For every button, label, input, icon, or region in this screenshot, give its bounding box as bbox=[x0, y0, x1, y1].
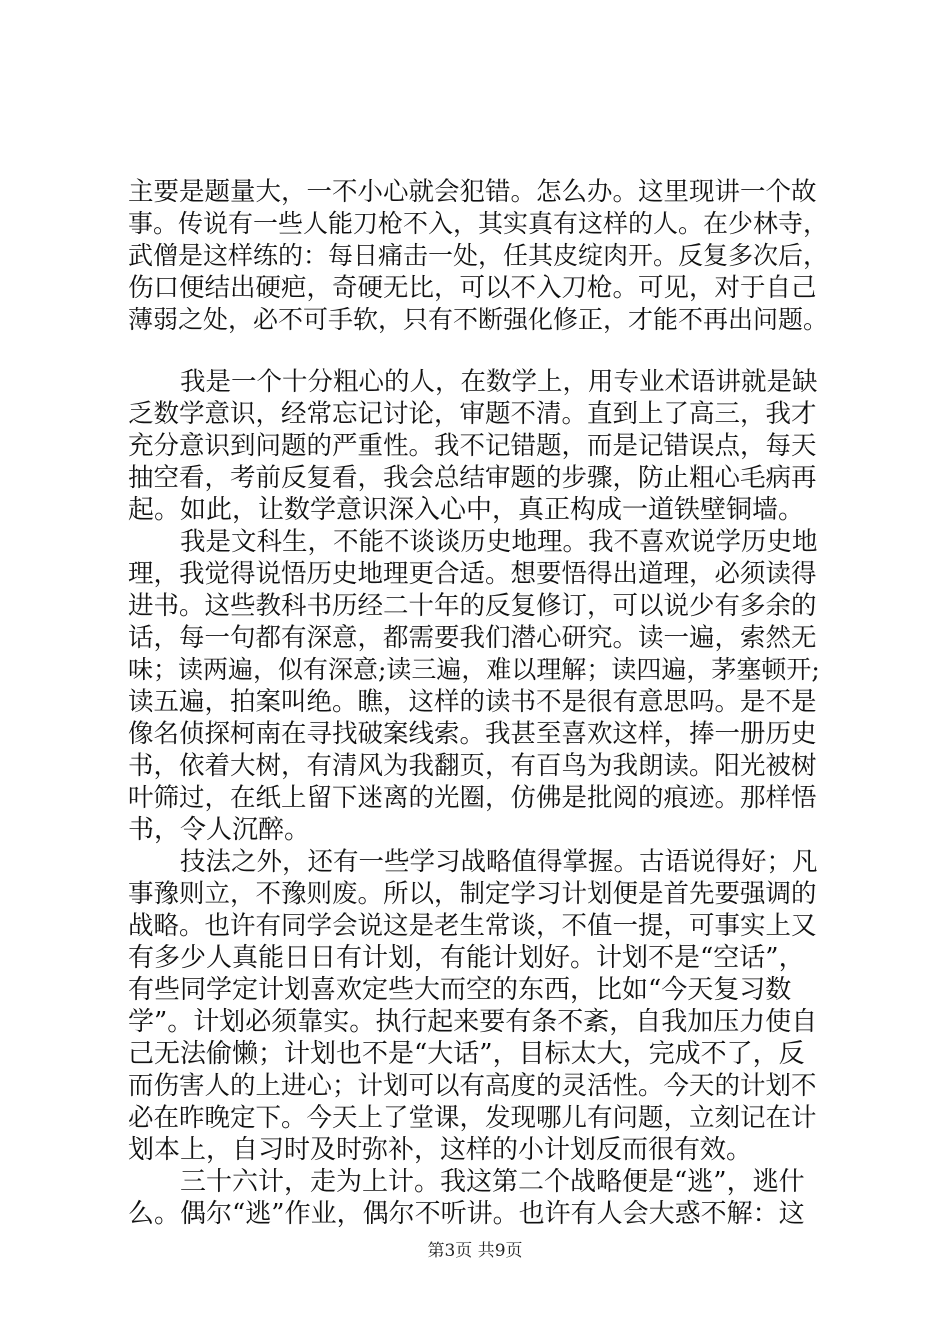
text-line: 技法之外，还有一些学习战略值得掌握。古语说得好；凡 bbox=[180, 847, 818, 877]
text-line: 学”。计划必须靠实。执行起来要有条不紊，自我加压力使自 bbox=[128, 1007, 818, 1037]
text-line: 抽空看，考前反复看，我会总结审题的步骤，防止粗心毛病再 bbox=[128, 463, 817, 493]
text-line: 充分意识到问题的严重性。我不记错题，而是记错误点，每天 bbox=[128, 431, 817, 461]
text-line: 叶筛过，在纸上留下迷离的光圈，仿佛是批阅的痕迹。那样悟 bbox=[128, 783, 817, 813]
page-number-footer: 第3页 共9页 bbox=[427, 1241, 523, 1261]
text-line: 起。如此，让数学意识深入心中，真正构成一道铁壁铜墙。 bbox=[128, 495, 805, 525]
text-line: 必在昨晚定下。今天上了堂课，发现哪儿有问题，立刻记在计 bbox=[128, 1103, 817, 1133]
paragraph bbox=[128, 366, 828, 526]
text-line: 薄弱之处，必不可手软，只有不断强化修正，才能不再出问题。 bbox=[128, 305, 829, 334]
text-line: 我是文科生，不能不谈谈历史地理。我不喜欢说学历史地 bbox=[180, 527, 818, 557]
text-line: 武僧是这样练的：每日痛击一处，任其皮绽肉开。反复多次后， bbox=[128, 241, 829, 270]
text-line: 战略。也许有同学会说这是老生常谈，不值一提，可事实上又 bbox=[128, 911, 817, 941]
text-line: 乏数学意识，经常忘记讨论，审题不清。直到上了高三，我才 bbox=[128, 399, 817, 429]
text-line: 三十六计，走为上计。我这第二个战略便是“逃”，逃什 bbox=[180, 1167, 805, 1197]
text-line: 而伤害人的上进心；计划可以有高度的灵活性。今天的计划不 bbox=[128, 1071, 817, 1101]
text-line: 事。传说有一些人能刀枪不入，其实真有这样的人。在少林寺， bbox=[128, 209, 829, 238]
text-line: 有多少人真能日日有计划，有能计划好。计划不是“空话”， bbox=[128, 943, 805, 973]
text-line: 有些同学定计划喜欢定些大而空的东西，比如“今天复习数 bbox=[128, 975, 792, 1005]
text-line: 伤口便结出硬疤，奇硬无比，可以不入刀枪。可见，对于自己 bbox=[128, 273, 817, 303]
text-line: 读五遍，拍案叫绝。瞧，这样的读书不是很有意思吗。是不是 bbox=[128, 687, 817, 717]
text-line: 己无法偷懒；计划也不是“大话”，目标太大，完成不了，反 bbox=[128, 1039, 805, 1069]
text-line: 进书。这些教科书历经二十年的反复修订，可以说少有多余的 bbox=[128, 591, 817, 621]
text-line: 主要是题量大，一不小心就会犯错。怎么办。这里现讲一个故 bbox=[128, 177, 817, 207]
text-line: 么。偶尔“逃”作业，偶尔不听讲。也许有人会大惑不解：这 bbox=[128, 1199, 805, 1229]
paragraph bbox=[128, 1166, 828, 1230]
text-line: 味；读两遍，似有深意;读三遍，难以理解；读四遍，茅塞顿开; bbox=[128, 655, 820, 684]
paragraph-gap bbox=[128, 336, 828, 366]
text-line: 事豫则立，不豫则废。所以，制定学习计划便是首先要强调的 bbox=[128, 879, 817, 909]
text-line: 我是一个十分粗心的人，在数学上，用专业术语讲就是缺 bbox=[180, 367, 818, 397]
paragraph bbox=[128, 526, 828, 846]
text-line: 书，令人沉醉。 bbox=[128, 815, 311, 845]
text-line: 书，依着大树，有清风为我翻页，有百鸟为我朗读。阳光被树 bbox=[128, 751, 817, 781]
text-line: 划本上，自习时及时弥补，这样的小计划反而很有效。 bbox=[128, 1135, 753, 1165]
paragraph bbox=[128, 176, 828, 336]
text-line: 话，每一句都有深意，都需要我们潜心研究。读一遍，索然无 bbox=[128, 623, 817, 653]
paragraph bbox=[128, 846, 828, 1166]
text-line: 理，我觉得说悟历史地理更合适。想要悟得出道理，必须读得 bbox=[128, 559, 817, 589]
text-line: 像名侦探柯南在寻找破案线索。我甚至喜欢这样，捧一册历史 bbox=[128, 719, 817, 749]
document-body bbox=[128, 176, 828, 1230]
